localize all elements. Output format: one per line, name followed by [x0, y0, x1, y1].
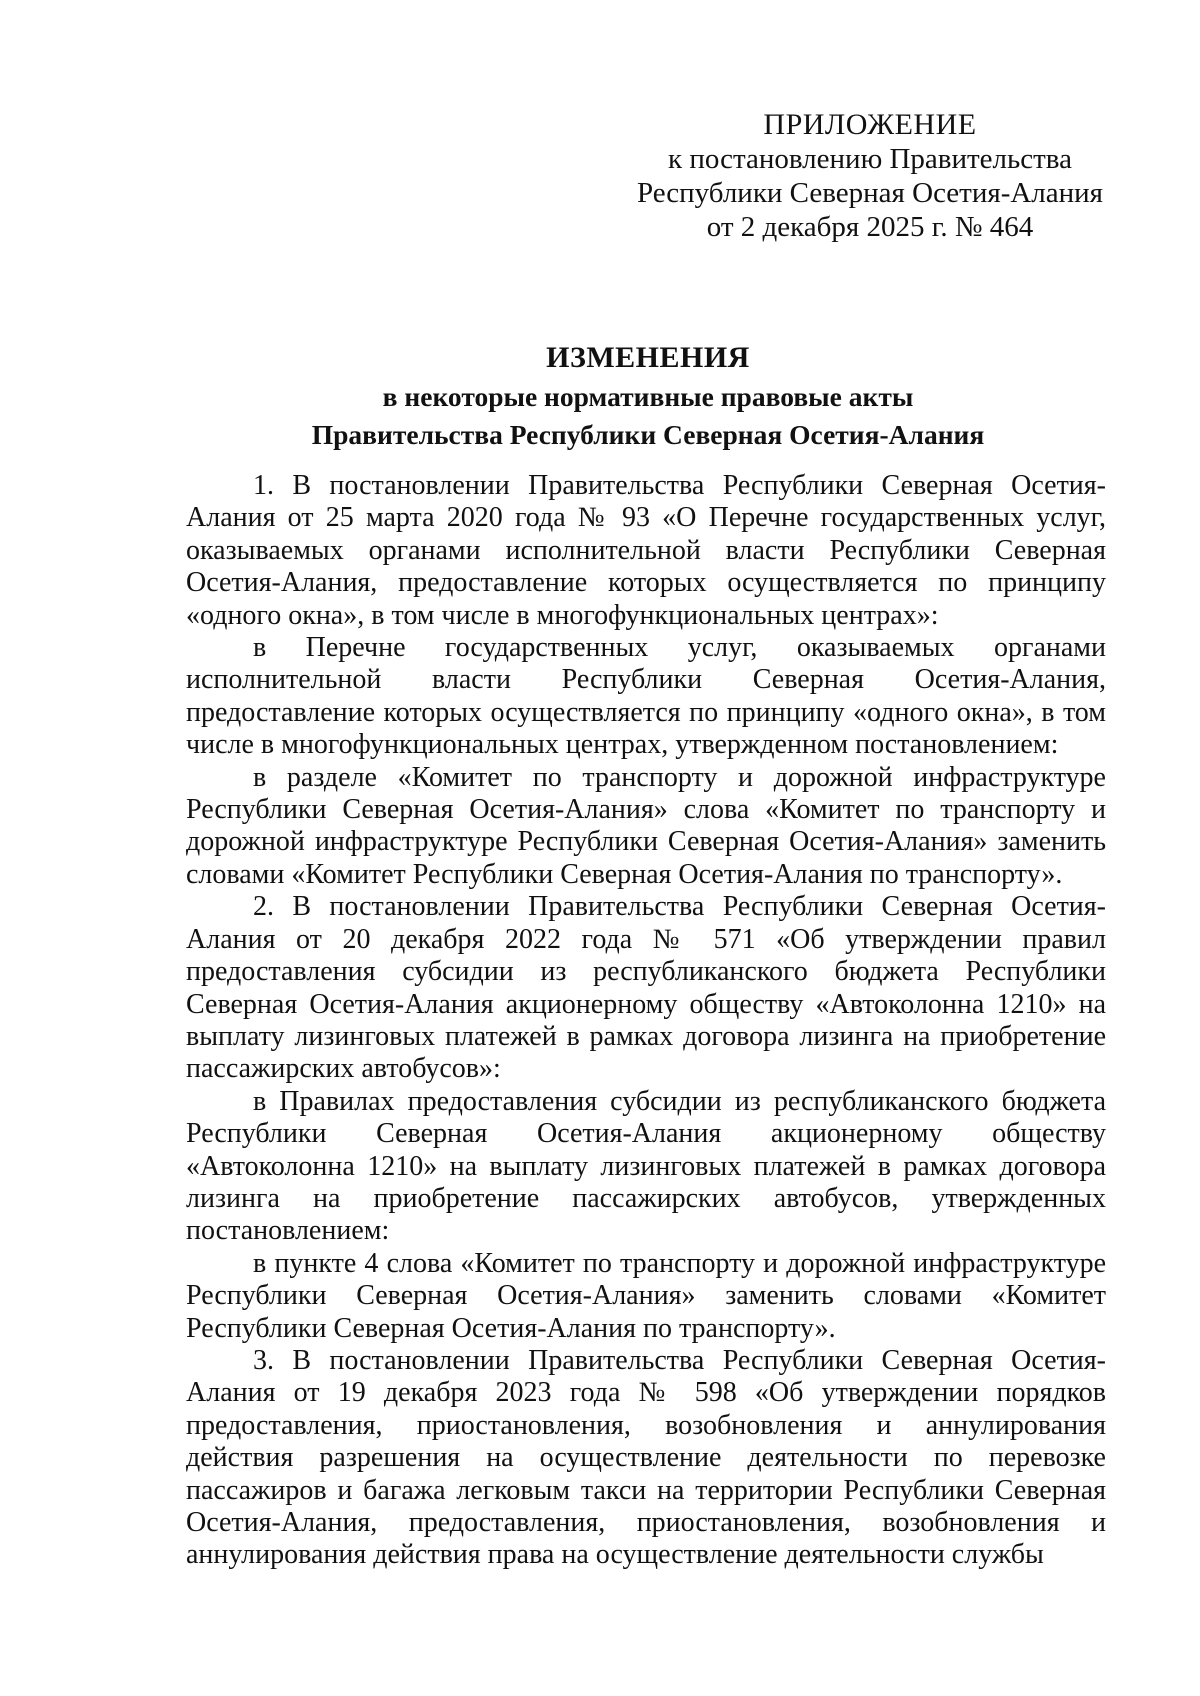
- paragraph-4: 2. В постановлении Правительства Республики Северная Осетия-Алания от 20 декабря 2022 года № 571 «Об утверждении правил предоставления субсидии из республиканского бюджета Республики Северная Осетия-Алания акционерному обществу «Автоколонна 1210» на выплату лизинговых платежей в рамках договора лизинга на приобретение пассажирских автобусов»:: [186, 891, 1106, 1085]
- paragraph-6: в пункте 4 слова «Комитет по транспорту и дорожной инфраструктуре Республики Северная Осетия-Алания» заменить словами «Комитет Республики Северная Осетия-Алания по транспорту».: [186, 1247, 1106, 1344]
- paragraph-5: в Правилах предоставления субсидии из республиканского бюджета Республики Северная Осетия-Алания акционерному обществу «Автоколонна 1210» на выплату лизинговых платежей в рамках договора лизинга на приобретение пассажирских автобусов, утвержденных постановлением:: [186, 1085, 1106, 1247]
- appendix-line-3: от 2 декабря 2025 г. № 464: [706, 211, 1034, 243]
- appendix-line-1: к постановлению Правительства: [668, 143, 1072, 175]
- paragraph-7: 3. В постановлении Правительства Республики Северная Осетия-Алания от 19 декабря 2023 года № 598 «Об утверждении порядков предоставления, приостановления, возобновления и аннулирования действия разрешения на осуществление деятельности по перевозке пассажиров и багажа легковым такси на территории Республики Северная Осетия-Алания, предоставления, приостановления, возобновления и аннулирования действия права на осуществление деятельности службы: [186, 1344, 1106, 1571]
- heading-title: ИЗМЕНЕНИЯ: [546, 341, 750, 374]
- appendix-title: ПРИЛОЖЕНИЕ: [763, 108, 977, 141]
- paragraph-1: 1. В постановлении Правительства Республики Северная Осетия-Алания от 25 марта 2020 года № 93 «О Перечне государственных услуг, оказываемых органами исполнительной власти Республики Северная Осетия-Алания, предоставление которых осуществляется по принципу «одного окна», в том числе в многофункциональных центрах»:: [186, 470, 1106, 631]
- paragraph-3: в разделе «Комитет по транспорту и дорожной инфраструктуре Республики Северная Осетия-Алания» слова «Комитет по транспорту и дорожной инфраструктуре Республики Северная Осетия-Алания» заменить словами «Комитет Республики Северная Осетия-Алания по транспорту».: [186, 761, 1106, 890]
- paragraph-2: в Перечне государственных услуг, оказываемых органами исполнительной власти Республики Северная Осетия-Алания, предоставление которых осуществляется по принципу «одного окна», в том числе в многофункциональных центрах, утвержденном постановлением:: [186, 632, 1106, 761]
- heading-subtitle-2: Правительства Республики Северная Осетия-Алания: [311, 419, 985, 450]
- appendix-line-2: Республики Северная Осетия-Алания: [636, 177, 1104, 209]
- document-heading: [184, 338, 1112, 454]
- document-body: [186, 470, 1106, 1572]
- appendix-block: [630, 108, 1110, 244]
- heading-subtitle-1: в некоторые нормативные правовые акты: [382, 381, 914, 412]
